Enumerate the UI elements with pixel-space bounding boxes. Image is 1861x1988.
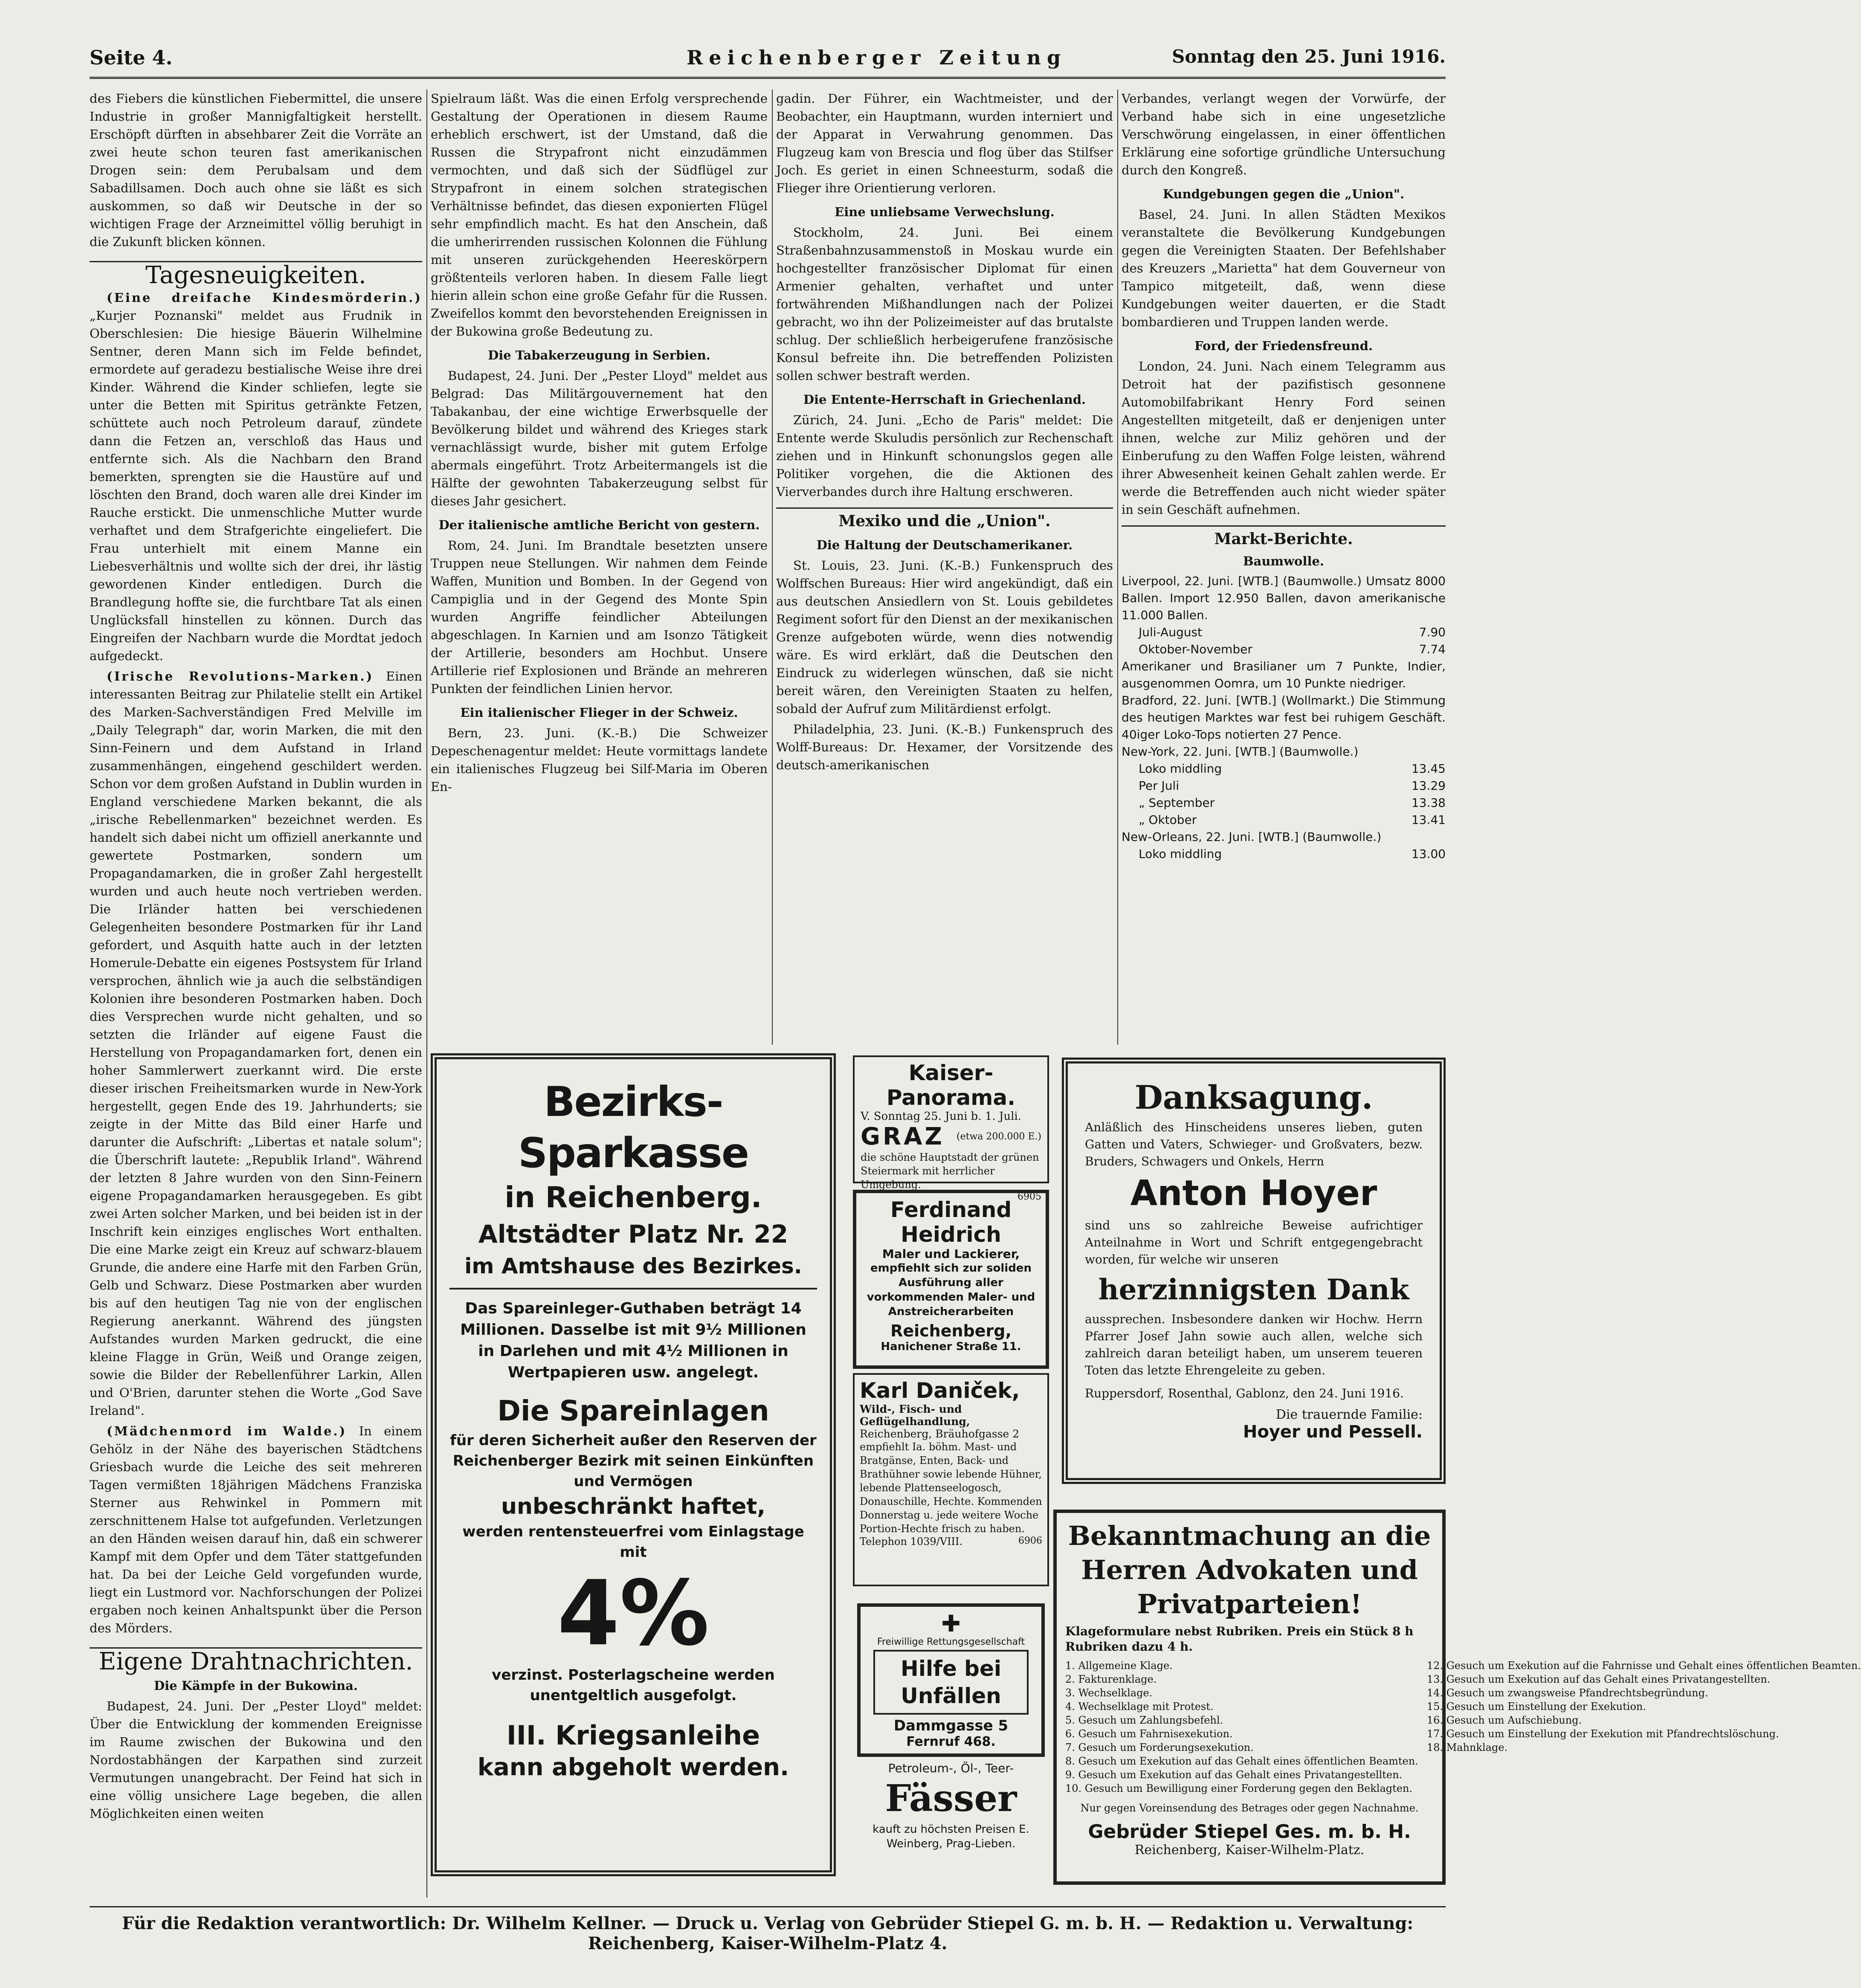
list-item: 14. Gesuch um zwangsweise Pfandrechtsbegründung. bbox=[1426, 1687, 1708, 1699]
list-item: 5. Gesuch um Zahlungsbefehl. bbox=[1065, 1714, 1223, 1726]
ad-ferdinand-heidrich bbox=[853, 1190, 1049, 1369]
article-title: Die Kämpfe in der Bukowina. bbox=[154, 1678, 358, 1693]
list-item: 18. Mahnklage. bbox=[1426, 1742, 1508, 1753]
market-liverpool-note: Amerikaner und Brasilianer um 7 Punkte, Indier, ausgenommen Oomra, um 10 Punkte niedriger. bbox=[1122, 659, 1446, 690]
ad-heading: Die Spareinlagen bbox=[497, 1394, 769, 1427]
ad-title: Fässer bbox=[885, 1777, 1017, 1820]
ad-title: Danksagung. bbox=[1134, 1078, 1373, 1116]
ad-name: Ferdinand bbox=[890, 1197, 1012, 1222]
ad-name: Karl Daniček, bbox=[860, 1378, 1020, 1403]
list-item: 10. Gesuch um Bewilligung einer Forderung gegen den Beklagten. bbox=[1065, 1782, 1413, 1794]
column-3 bbox=[776, 90, 1113, 1045]
ad-name: Anton Hoyer bbox=[1130, 1173, 1377, 1214]
ad-form-list-left bbox=[1065, 1659, 1418, 1795]
ad-heading: III. Kriegsanleihe bbox=[506, 1720, 760, 1751]
section-heading: Eigene Drahtnachrichten. bbox=[90, 1647, 422, 1671]
ad-text: sind uns so zahlreiche Beweise aufrichtiger Anteilnahme in Wort und Schrift entgegengebracht worden, für welche wir unseren bbox=[1085, 1218, 1423, 1266]
article-continuation: Verbandes, verlangt wegen der Vorwürfe, der Verband habe sich in eine ungesetzliche Verschwörung eingelassen, in einer öffentlichen Erklärung eine sofortige gründliche Untersuchung durch den Kongreß. bbox=[1122, 91, 1446, 177]
list-item: 8. Gesuch um Exekution auf das Gehalt eines öffentlichen Beamten. bbox=[1065, 1755, 1418, 1767]
ad-title: Bekanntmachung an die Herren Advokaten und Privatparteien! bbox=[1068, 1520, 1431, 1620]
list-item: 13. Gesuch um Exekution auf das Gehalt eines Privatangestellten. bbox=[1426, 1673, 1771, 1685]
ad-text: die schöne Hauptstadt der grünen Steiermark mit herrlicher Umgebung. bbox=[861, 1151, 1039, 1191]
market-liverpool: Liverpool, 22. Juni. [WTB.] (Baumwolle.) Umsatz 8000 Ballen. Import 12.950 Ballen, davon amerikanische 11.000 Ballen. bbox=[1122, 574, 1446, 622]
article-body: Stockholm, 24. Juni. Bei einem Straßenbahnzusammenstoß in Moskau wurde ein hochgestellter französischer Diplomat für einen Armenier gehalten, verhaftet und unter fortwährenden Mißhandlungen nach der Polizei gebracht, wo ihn der Polizeimeister auf das brutalste schlug. Der schließlich herbeigerufene französische Konsul befreite ihn. Die betreffenden Polizisten sollen schwer bestraft werden. bbox=[776, 225, 1113, 383]
list-item: 16. Gesuch um Aufschiebung. bbox=[1426, 1714, 1582, 1726]
ad-dates: V. Sonntag 25. Juni b. 1. Juli. bbox=[861, 1110, 1021, 1123]
article-body: „Kurjer Poznanski" meldet aus Frudnik in Oberschlesien: Die hiesige Bäuerin Wilhelmine Sentner, deren Mann sich im Felde befindet, ermordete auf geradezu bestialische Weise ihre drei Kinder. Während die Kinder schliefen, legte sie unter die Betten mit Spiritus getränkte Fetzen, schüttete auch noch Petroleum darauf, zündete dann die Fetzen an, verschloß das Haus und entfernte sich. Als die Nachbarn den Brand bemerkten, sprengten sie die Haustüre auf und löschten den Brand, doch waren alle drei Kinder im Rauche erstickt. Die unmenschliche Mutter wurde verhaftet und dem Strafgerichte eingeliefert. Die Frau unterhielt mit einem Manne ein Liebesverhältnis und wollte sich der drei, ihr lästig gewordenen Kinder entledigen. Durch die Brandlegung hoffte sie, die furchtbare Tat als einen Unglücksfall hinstellen zu können. Durch das Eingreifen der Nachbarn wurde die Mordtat jedoch aufgedeckt. bbox=[90, 308, 422, 663]
list-item: 6. Gesuch um Fahrnisexekution. bbox=[1065, 1728, 1233, 1740]
ad-family: Hoyer und Pessell. bbox=[1243, 1422, 1423, 1442]
ad-title: Kaiser-Panorama. bbox=[886, 1061, 1016, 1110]
article-title: Die Tabakerzeugung in Serbien. bbox=[488, 348, 710, 362]
article-body: Budapest, 24. Juni. Der „Pester Lloyd" meldet: Über die Entwicklung der kommenden Ereignisse im Raume zwischen der Bukowina und den Nordostabhängen der Karpathen sind zurzeit Vermutungen unangebracht. Der Feind hat sich in eine völlig unsichere Lage begeben, die allen Möglichkeiten einen weiten bbox=[90, 1699, 422, 1821]
article-maedchenmord bbox=[90, 1422, 422, 1637]
article-marken bbox=[90, 667, 422, 1420]
ad-note: Nur gegen Voreinsendung des Betrages oder gegen Nachnahme. bbox=[1080, 1802, 1419, 1814]
section-heading: Markt-Berichte. bbox=[1122, 525, 1446, 548]
market-label: Oktober-November bbox=[1139, 642, 1252, 656]
ad-rate: 4% bbox=[557, 1561, 710, 1666]
article-body: Philadelphia, 23. Juni. (K.-B.) Funkenspruch des Wolff-Bureaus: Dr. Hexamer, der Vorsitzende des deutsch-amerikanischen bbox=[776, 722, 1113, 772]
ad-text: Das Spareinleger-Guthaben beträgt 14 Millionen. Dasselbe ist mit 9½ Millionen in Darlehen und mit 4½ Millionen in Wertpapieren usw. angelegt. bbox=[460, 1300, 806, 1381]
market-value: 7.74 bbox=[1419, 642, 1446, 656]
ad-place: Ruppersdorf, Rosenthal, Gablonz, den 24. Juni 1916. bbox=[1085, 1386, 1404, 1400]
imprint-footer: Für die Redaktion verantwortlich: Dr. Wilhelm Kellner. — Druck u. Verlag von Gebrüder Stiepel G. m. b. H. — Redaktion u. Verwaltung: Reichenberg, Kaiser-Wilhelm-Platz 4. bbox=[90, 1906, 1446, 1953]
ad-text: für deren Sicherheit außer den Reserven der Reichenberger Bezirk mit seinen Einkünften und Vermögen bbox=[450, 1432, 817, 1490]
ad-address: Reichenberg, Bräuhofgasse 2 bbox=[860, 1428, 1020, 1440]
ad-headline: Bezirks-Sparkasse bbox=[518, 1078, 748, 1177]
article-title: Ford, der Friedensfreund. bbox=[1194, 339, 1373, 353]
column-rule bbox=[1117, 90, 1118, 1045]
ad-name: Heidrich bbox=[901, 1222, 1001, 1247]
ad-phone: Fernruf 468. bbox=[906, 1734, 996, 1749]
column-2 bbox=[431, 90, 768, 1045]
market-row bbox=[1122, 624, 1446, 641]
market-value: 13.38 bbox=[1411, 796, 1446, 810]
ad-rettungsgesellschaft bbox=[857, 1603, 1045, 1757]
ad-kaiser-panorama bbox=[853, 1055, 1049, 1202]
market-label: „ September bbox=[1139, 796, 1215, 810]
article-title: Baumwolle. bbox=[1243, 554, 1324, 568]
article-body: In einem Gehölz in der Nähe des bayerischen Städtchens Griesbach wurde die Leiche des seit mehreren Tagen vermißten 18jährigen Mädchens Franziska Sterner aus Rehwinkel in Pommern mit zerschnittenem Halse tot aufgefunden. Verletzungen an den Händen weisen darauf hin, daß ein schwerer Kampf mit dem Opfer und dem Täter stattgefunden hat. Da bei der Leiche Geld vorgefunden wurde, liegt ein Lustmord vor. Nachforschungen der Polizei ergaben noch keinen Anhaltspunkt über die Person des Mörders. bbox=[90, 1424, 422, 1635]
cross-icon: ✚ bbox=[941, 1610, 961, 1637]
market-label: Loko middling bbox=[1139, 762, 1222, 776]
ad-text: verzinst. Posterlagscheine werden unentgeltlich ausgefolgt. bbox=[492, 1666, 775, 1704]
market-value: 13.29 bbox=[1411, 779, 1446, 793]
issue-date: Sonntag den 25. Juni 1916. bbox=[1172, 46, 1446, 67]
article-title: (Mädchenmord im Walde.) bbox=[107, 1424, 347, 1438]
section-heading: Mexiko und die „Union". bbox=[776, 507, 1113, 530]
article-continuation: Spielraum läßt. Was die einen Erfolg versprechende Gestaltung der Operationen in diesem Raume erheblich erschwert, ist der Umstand, daß die Russen die Strypafront nicht einzudämmen vermochten, und daß sich der Südflügel zur Strypafront in einem solchen strategischen Verhältnisse befindet, das diesen exponierten Flügel sehr empfindlich macht. Es hat den Anschein, daß die umherirrenden russischen Kolonnen die Fühlung mit unseren zurückgehenden Heereskörpern größtenteils verloren haben. In diesem Falle liegt hierin allein schon eine große Gefahr für die Russen. Zweifellos kommt den bevorstehenden Ereignissen in der Bukowina große Bedeutung zu. bbox=[431, 91, 768, 339]
article-title: Die Entente-Herrschaft in Griechenland. bbox=[803, 392, 1086, 407]
section-heading: Tagesneuigkeiten. bbox=[90, 261, 422, 284]
ad-text: werden rentensteuerfrei vom Einlagstage mit bbox=[462, 1523, 804, 1561]
ad-text: empfiehlt sich zur soliden Ausführung aller vorkommenden Maler- und Anstreicherarbeiten bbox=[867, 1262, 1035, 1318]
ad-family-label: Die trauernde Familie: bbox=[1275, 1407, 1423, 1422]
market-label: „ Oktober bbox=[1139, 813, 1197, 827]
ad-subline: in Reichenberg. bbox=[504, 1181, 762, 1214]
ad-firm-address: Reichenberg, Kaiser-Wilhelm-Platz. bbox=[1134, 1843, 1365, 1858]
market-bradford: Bradford, 22. Juni. [WTB.] (Wollmarkt.) Die Stimmung des heutigen Marktes war fest bei ruhigem Geschäft. 40iger Loko-Tops notierten 27 Pence. bbox=[1122, 693, 1446, 742]
ad-sub: Wild-, Fisch- und Geflügelhandlung, bbox=[860, 1403, 970, 1428]
list-item: 4. Wechselklage mit Protest. bbox=[1065, 1701, 1214, 1713]
article-continuation: gadin. Der Führer, ein Wachtmeister, und der Beobachter, ein Hauptmann, wurden interniert und der Apparat in Verwahrung genommen. Das Flugzeug kam von Brescia und flog über das Stilfser Joch. Es geriet in einen Schneesturm, sodaß die Flieger ihre Orientierung verloren. bbox=[776, 91, 1113, 195]
ad-title: Hilfe bei Unfällen bbox=[873, 1650, 1029, 1715]
article-kindesmoerderin bbox=[90, 289, 422, 665]
ad-heading: unbeschränkt haftet, bbox=[501, 1494, 766, 1519]
market-value: 13.00 bbox=[1411, 847, 1446, 861]
ad-footer-row bbox=[860, 1536, 1042, 1548]
ad-org: Freiwillige Rettungsgesellschaft bbox=[877, 1637, 1025, 1647]
market-value: 7.90 bbox=[1419, 625, 1446, 639]
ad-text: kauft zu höchsten Preisen E. Weinberg, Prag-Lieben. bbox=[873, 1823, 1029, 1850]
list-item: 1. Allgemeine Klage. bbox=[1065, 1660, 1173, 1672]
column-4 bbox=[1122, 90, 1446, 1045]
market-value: 13.41 bbox=[1411, 813, 1446, 827]
ad-firm: Gebrüder Stiepel Ges. m. b. H. bbox=[1088, 1821, 1411, 1843]
column-rule bbox=[426, 90, 427, 1898]
ad-text: Anläßlich des Hinscheidens unseres lieben, guten Gatten und Vaters, Schwieger- und Großvaters, bezw. Bruders, Schwagers und Onkels, Herrn bbox=[1085, 1120, 1423, 1168]
list-item: 15. Gesuch um Einstellung der Exekution. bbox=[1426, 1701, 1646, 1713]
market-value: 13.45 bbox=[1411, 762, 1446, 776]
market-reports bbox=[1122, 573, 1446, 863]
article-body: Zürich, 24. Juni. „Echo de Paris" meldet: Die Entente werde Skuludis persönlich zur Rechenschaft ziehen und in Hinkunft schonungslos gegen alle Politiker vorgehen, die die Aktionen des Vierverbandes durch ihre Haltung erschweren. bbox=[776, 413, 1113, 499]
ad-text: aussprechen. Insbesondere danken wir Hochw. Herrn Pfarrer Josef Jahn sowie auch allen, welche sich zahlreich daran beteiligt haben, um unserem teueren Toten das letzte Ehrengeleite zu geben. bbox=[1085, 1312, 1423, 1377]
article-body: Basel, 24. Juni. In allen Städten Mexikos veranstaltete die Bevölkerung Kundgebungen gegen die Vereinigten Staaten. Der Befehlshaber des Kreuzers „Marietta" hat dem Gouverneur von Tampico mitgeteilt, daß, wenn diese Kundgebungen weiter dauerten, er die Stadt bombardieren und Truppen landen werde. bbox=[1122, 207, 1446, 329]
ad-faesser bbox=[853, 1761, 1049, 1876]
ad-code: 6905 bbox=[1017, 1191, 1041, 1202]
list-item: 3. Wechselklage. bbox=[1065, 1687, 1153, 1699]
ad-phone: Telephon 1039/VIII. bbox=[860, 1536, 963, 1548]
article-body: London, 24. Juni. Nach einem Telegramm aus Detroit hat der pazifistisch gesonnene Automobilfabrikant Henry Ford seinen Angestellten mitgeteilt, daß er denjenigen unter ihnen, welche zur Miliz gehören und der Einberufung zu den Waffen Folge leisten, während ihrer Abwesenheit keinen Gehalt zahlen werde. Er werde die Betreffenden auch nicht wieder später in sein Geschäft aufnehmen. bbox=[1122, 359, 1446, 517]
market-row bbox=[1122, 794, 1446, 811]
article-title: Eine unliebsame Verwechslung. bbox=[835, 205, 1055, 219]
ad-graz-row bbox=[861, 1123, 1041, 1150]
paper-title: Reichenberger Zeitung bbox=[687, 46, 1067, 69]
market-row bbox=[1122, 760, 1446, 777]
market-row bbox=[1122, 777, 1446, 794]
ad-top: Petroleum-, Öl-, Teer- bbox=[888, 1761, 1014, 1775]
market-label: Juli-August bbox=[1139, 625, 1203, 639]
ad-address-note: im Amtshause des Bezirkes. bbox=[449, 1251, 817, 1290]
market-newyork: New-York, 22. Juni. [WTB.] (Baumwolle.) bbox=[1122, 745, 1359, 759]
market-neworleans: New-Orleans, 22. Juni. [WTB.] (Baumwolle.) bbox=[1122, 830, 1382, 844]
ad-sub: Klageformulare nebst Rubriken. Preis ein Stück 8 h Rubriken dazu 4 h. bbox=[1065, 1624, 1414, 1654]
ad-code: 6906 bbox=[1018, 1536, 1042, 1546]
list-item: 17. Gesuch um Einstellung der Exekution mit Pfandrechtslöschung. bbox=[1426, 1728, 1779, 1740]
ad-form-list-right bbox=[1427, 1659, 1861, 1795]
ad-form-lists bbox=[1065, 1659, 1861, 1795]
article-body: Bern, 23. Juni. (K.-B.) Die Schweizer Depeschenagentur meldet: Heute vormittags landete ein italienisches Flugzeug bei Silf-Maria im Oberen En- bbox=[431, 726, 768, 794]
list-item: 7. Gesuch um Forderungsexekution. bbox=[1065, 1742, 1254, 1753]
article-title: Der italienische amtliche Bericht von gestern. bbox=[438, 518, 760, 532]
page-header bbox=[90, 43, 1446, 79]
list-item: 9. Gesuch um Exekution auf das Gehalt eines Privatangestellten. bbox=[1065, 1769, 1403, 1781]
market-row bbox=[1122, 846, 1446, 863]
ad-city: Reichenberg, bbox=[890, 1321, 1012, 1340]
article-title: Die Haltung der Deutschamerikaner. bbox=[816, 538, 1073, 552]
ad-bekanntmachung bbox=[1053, 1510, 1861, 1885]
article-body: St. Louis, 23. Juni. (K.-B.) Funkenspruch des Wolffschen Bureaus: Hier wird angekündigt, daß ein aus deutschen Ansiedlern von St. Louis gebildetes Regiment sofort für den Dienst an der mexikanischen Grenze aufgeboten würde, wenn dies notwendig wäre. Es wird erklärt, daß die Deutschen den Eindruck zu widerlegen wünschen, daß sie nicht bereit wären, den Vereinigten Staaten zu helfen, sobald der Aufruf zum Militärdienst erfolgt. bbox=[776, 558, 1113, 716]
ad-address: Altstädter Platz Nr. 22 bbox=[478, 1220, 788, 1249]
ad-trade: Maler und Lackierer, bbox=[882, 1247, 1020, 1261]
ad-street: Hanichener Straße 11. bbox=[881, 1340, 1021, 1353]
ad-karl-danicek bbox=[853, 1373, 1049, 1586]
page-number: Seite 4. bbox=[90, 46, 173, 69]
article-body: Einen interessanten Beitrag zur Philatelie stellt ein Artikel des Marken-Sachverständigen Fred Melville im „Daily Telegraph" dar, worin Marken, die mit den Sinn-Feinern und dem Aufstand in Irland zusammenhängen, eingehend geschildert werden. Schon vor dem großen Aufstand in Dublin wurden in England verschiedene Marken bekannt, die als „irische Rebellenmarken" bezeichnet werden. Es handelt sich dabei nicht um offiziell anerkannte und gewertete Postmarken, sondern um Propagandamarken, die in großer Zahl hergestellt wurden und auch heute noch vertrieben werden. Die Irländer hatten bei verschiedenen Gelegenheiten besondere Postmarken für ihr Land gefordert, und Asquith hatte auch in der letzten Homerule-Debatte ein eigenes Postsystem für Irland versprochen, ähnlich wie ja auch die selbständigen Kolonien ihre besonderen Postmarken haben. Doch dies Versprechen wurde nicht gehalten, und so setzten die Irländer auf eigene Faust die Herstellung von Propagandamarken fort, denen ein hoher Sammlerwert zuerkannt wird. Die erste dieser irischen Freiheitsmarken wurde in New-York hergestellt, gegen Ende des 19. Jahrhunderts; sie zeigte in der Mitte das Bild einer Harfe und darunter die Aufschrift: „Libertas et natale solum"; die Überschrift lautete: „Republik Irland". Während der letzten 8 Jahre wurden von den Sinn-Feinern eigene Propagandamarken herausgegeben. Es gibt zwei Arten solcher Marken, und bei beiden ist in der Inschrift kein einziges englisches Wort enthalten. Die eine Marke zeigt ein Kreuz auf schwarz-blauem Grunde, die andere eine Harfe mit den Farben Grün, Gelb und Schwarz. Diese Postmarken aber wurden bis auf den heutigen Tag nie von der englischen Regierung anerkannt. Während des jüngsten Aufstandes wurden Marken gedruckt, die eine kleine Flagge in Grün, Weiß und Orange zeigen, sowie die Bilder der Rebellenführer Larkin, Allen und O'Brien, darunter stehen die Worte „God Save Ireland". bbox=[90, 669, 422, 1418]
column-1 bbox=[90, 90, 422, 1881]
article-body: Rom, 24. Juni. Im Brandtale besetzten unsere Truppen neue Stellungen. Wir nahmen dem Feinde Waffen, Munition und Bomben. In der Gegend von Campiglia und in der Gegend des Monte Spin wurden Angriffe feindlicher Abteilungen abgeschlagen. In Karnien und am Isonzo Tätigkeit der Artillerie, besonders am Hochbut. Unsere Artillerie rief Explosionen und Brände an mehreren Punkten der feindlichen Linien hervor. bbox=[431, 538, 768, 696]
ad-bezirks-sparkasse bbox=[431, 1053, 836, 1876]
article-title: Kundgebungen gegen die „Union". bbox=[1162, 187, 1405, 201]
ad-danksagung bbox=[1062, 1058, 1446, 1484]
ad-heading: kann abgeholt werden. bbox=[477, 1753, 789, 1781]
market-row bbox=[1122, 641, 1446, 658]
article-continuation: des Fiebers die künstlichen Fiebermittel, die unsere Industrie in großer Mannigfaltigkeit herstellt. Erschöpft dürften in absehbarer Zeit die Vorräte an zwei heute schon teuren fast amerikanischen Drogen sein: dem Perubalsam und dem Sabadillsamen. Doch auch ohne sie läßt es sich auskommen, so daß wir Deutsche in der so wichtigen Frage der Arzneimittel völlig beruhigt in die Zukunft blicken können. bbox=[90, 91, 422, 249]
ad-street: Dammgasse 5 bbox=[893, 1717, 1009, 1734]
article-body: Budapest, 24. Juni. Der „Pester Lloyd" meldet aus Belgrad: Das Militärgouvernement hat den Tabakanbau, der eine wichtige Erwerbsquelle der Bevölkerung bildet und während des Krieges stark vernachlässigt wurde, bisher mit gutem Erfolge abermals eingeführt. Trotz Arbeitermangels ist die Hälfte der gewohnten Tabakerzeugung selbst für dieses Jahr gesichert. bbox=[431, 368, 768, 508]
list-item: 2. Fakturenklage. bbox=[1065, 1673, 1157, 1685]
ad-inhabitants: (etwa 200.000 E.) bbox=[957, 1131, 1041, 1142]
article-title: (Irische Revolutions-Marken.) bbox=[107, 669, 374, 684]
market-row bbox=[1122, 811, 1446, 829]
article-title: Ein italienischer Flieger in der Schweiz. bbox=[460, 705, 738, 720]
column-rule bbox=[772, 90, 773, 1045]
list-item: 12. Gesuch um Exekution auf die Fahrnisse und Gehalt eines öffentlichen Beamten. bbox=[1426, 1660, 1861, 1672]
market-label: Per Juli bbox=[1139, 779, 1180, 793]
article-title: (Eine dreifache Kindesmörderin.) bbox=[107, 290, 422, 305]
ad-thanks: herzinnigsten Dank bbox=[1098, 1273, 1409, 1306]
market-label: Loko middling bbox=[1139, 847, 1222, 861]
ad-city: GRAZ bbox=[861, 1123, 945, 1150]
ad-text: empfiehlt Ia. böhm. Mast- und Bratgänse, Enten, Back- und Brathühner sowie lebende Hühner, lebende Plattenseelogosch, Donauschille, Hechte. Kommenden Donnerstag u. jede weitere Woche Portion-Hechte frisch zu haben. bbox=[860, 1441, 1042, 1535]
